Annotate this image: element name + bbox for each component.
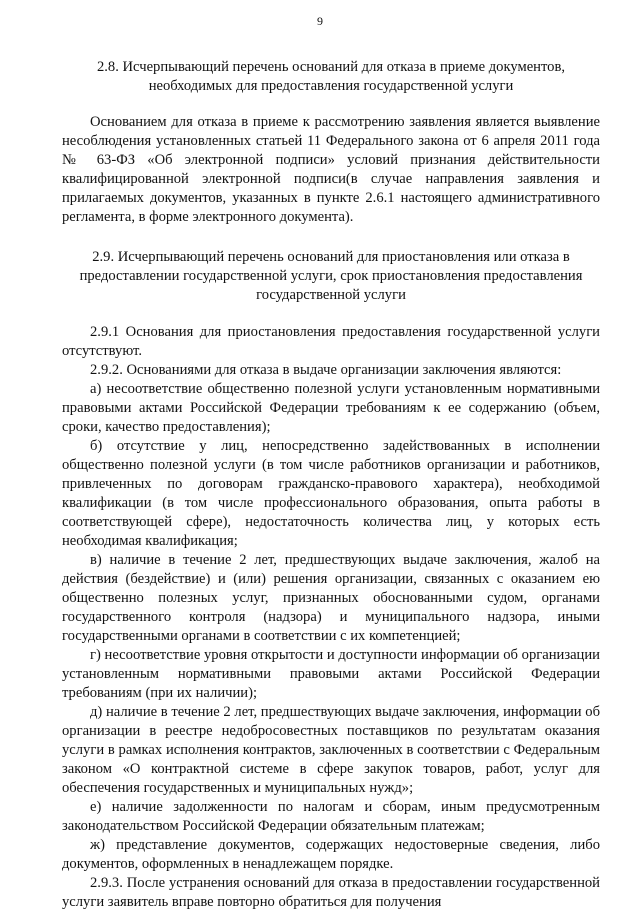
list-item-e: е) наличие задолженности по налогам и сборам, иным предусмотренным законодательством Российской Федерации обязательным платежам; [62,799,600,834]
paragraph-2-9-1: 2.9.1 Основания для приостановления предоставления государственной услуги отсутствуют. [62,324,600,359]
paragraph-2-9-3: 2.9.3. После устранения оснований для отказа в предоставлении государственной услуги заявитель вправе повторно обратиться для получения [62,875,600,910]
list-item-d: д) наличие в течение 2 лет, предшествующих выдаче заключения, информации об организации в реестре недобросовестных поставщиков по результатам оказания услуги в рамках исполнения контрактов, заключенных в соответствии с Федеральным законом «О контрактной системе в сфере закупок товаров, работ, услуг для обеспечения государственных и муниципальных нужд»; [62,704,600,796]
page-number: 9 [317,14,323,28]
list-item-v: в) наличие в течение 2 лет, предшествующих выдаче заключения, жалоб на действия (бездействие) и (или) решения организации, связанных с оказанием ею общественно полезных услуг, признанных обоснованными судом, органами государственного контроля (надзора) и муниципального надзора, иными государственными органами в соответствии с их компетенцией; [62,552,600,644]
page-content [62,58,600,912]
list-item-a: а) несоответствие общественно полезной услуги установленным нормативными правовыми актами Российской Федерации требованиям к ее содержанию (объем, сроки, качество предоставления); [62,381,600,435]
list-item-g: г) несоответствие уровня открытости и доступности информации об организации установленным нормативными правовыми актами Российской Федерации требованиям (при их наличии); [62,647,600,701]
paragraph-2-9-2: 2.9.2. Основаниями для отказа в выдаче организации заключения являются: [90,362,562,378]
section-2-9-heading: 2.9. Исчерпывающий перечень оснований для приостановления или отказа в предоставлении государственной услуги, срок приостановления предоставления государственной услуги [79,249,583,303]
list-item-zh: ж) представление документов, содержащих недостоверные сведения, либо документов, оформленных в ненадлежащем порядке. [62,837,600,872]
section-2-8-heading: 2.8. Исчерпывающий перечень оснований для отказа в приеме документов, необходимых для предоставления государственной услуги [96,59,566,94]
list-item-b: б) отсутствие у лиц, непосредственно задействованных в исполнении общественно полезной услуги (в том числе работников организации и работников, привлеченных по договорам гражданско-правового характера), необходимой квалификации (в том числе профессионального образования, опыта работы в соответствующей сфере), недостаточность количества лиц, у которых есть необходимая квалификация; [62,438,600,549]
section-2-8-paragraph: Основанием для отказа в приеме к рассмотрению заявления является выявление несоблюдения установленных статьей 11 Федерального закона от 6 апреля 2011 года № 63-ФЗ «Об электронной подписи» условий признания действительности квалифицированной электронной подписи(в случае направления заявления и прилагаемых документов, указанных в пункте 2.6.1 настоящего административного регламента, в форме электронного документа). [62,114,600,225]
